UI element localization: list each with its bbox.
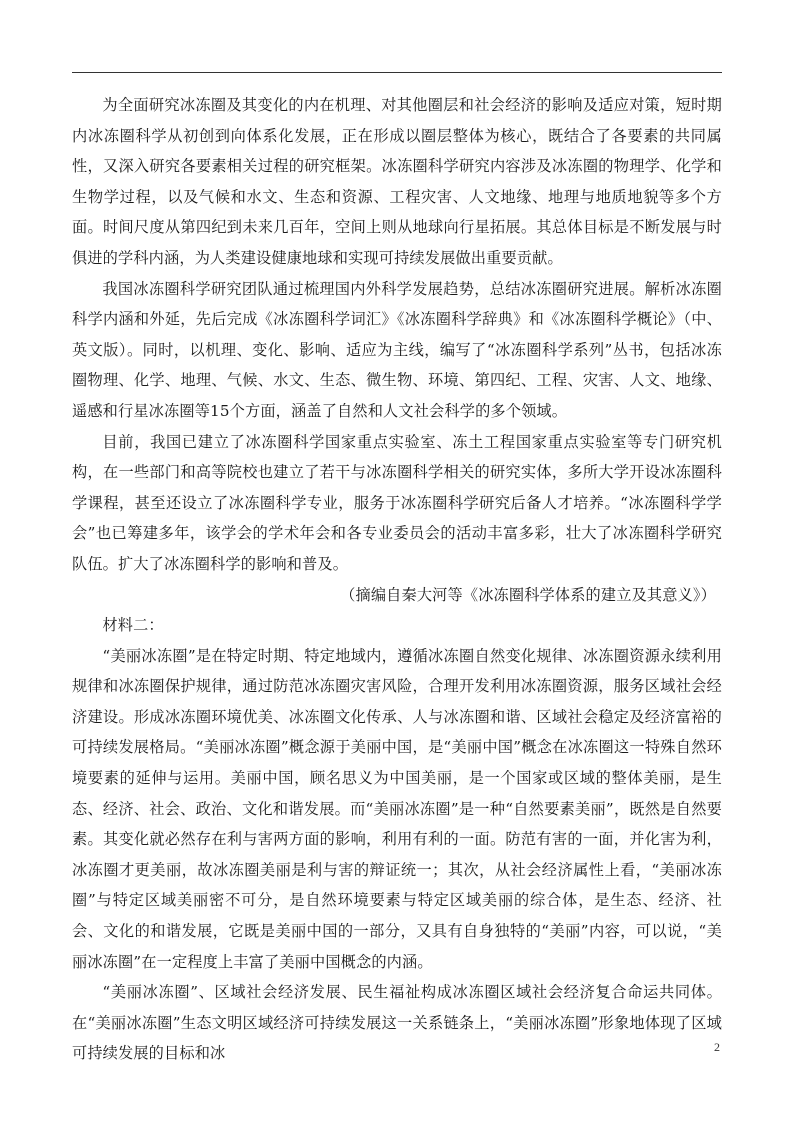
material-label: 材料二： (102, 616, 164, 635)
document-body (72, 90, 722, 1069)
paragraph-beautiful-cryosphere: “美丽冰冻圈”是在特定时期、特定地域内，遵循冰冻圈自然变化规律、冰冻圈资源永续利用规律和冰冻圈保护规律，通过防范冰冻圈灾害风险，合理开发利用冰冻圈资源，服务区域社会经济建设。形成冰冻圈环境优美、冰冻圈文化传承、人与冰冻圈和谐、区域社会稳定及经济富裕的可持续发展格局。“美丽冰冻圈”概念源于美丽中国，是“美丽中国”概念在冰冻圈这一特殊自然环境要素的延伸与运用。美丽中国，顾名思义为中国美丽，是一个国家或区域的整体美丽，是生态、经济、社会、政治、文化和谐发展。而“美丽冰冻圈”是一种“自然要素美丽”，既然是自然要素。其变化就必然存在利与害两方面的影响，利用有利的一面。防范有害的一面，并化害为利，冰冻圈才更美丽，故冰冻圈美丽是利与害的辩证统一；其次，从社会经济属性上看，“美丽冰冻圈”与特定区域美丽密不可分，是自然环境要素与特定区域美丽的综合体，是生态、经济、社会、文化的和谐发展，它既是美丽中国的一部分，又具有自身独特的“美丽”内容，可以说，“美丽冰冻圈”在一定程度上丰富了美丽中国概念的内涵。 (72, 646, 722, 971)
header-rule (72, 72, 722, 73)
paragraph-community: “美丽冰冻圈”、区域社会经济发展、民生福祉构成冰冻圈区域社会经济复合命运共同体。在“美丽冰冻圈”生态文明区域经济可持续发展这一关系链条上，“美丽冰冻圈”形象地体现了区域可持续发展的目标和冰 (72, 983, 722, 1063)
source-citation: （摘编自秦大河等《冰冻圈科学体系的建立及其意义》） (340, 585, 716, 604)
paragraph-research-team: 我国冰冻圈科学研究团队通过梳理国内外科学发展趋势，总结冰冻圈研究进展。解析冰冻圈科学内涵和外延，先后完成《冰冻圈科学词汇》《冰冻圈科学辞典》和《冰冻圈科学概论》（中、英文版）。同时，以机理、变化、影响、适应为主线，编写了“冰冻圈科学系列”丛书，包括冰冻圈物理、化学、地理、气候、水文、生态、微生物、环境、第四纪、工程、灾害、人文、地缘、遥感和行星冰冻圈等15个方面，涵盖了自然和人文社会科学的多个领域。 (72, 279, 722, 420)
paragraph-institutions: 目前，我国已建立了冰冻圈科学国家重点实验室、冻土工程国家重点实验室等专门研究机构，在一些部门和高等院校也建立了若干与冰冻圈科学相关的研究实体，多所大学开设冰冻圈科学课程，甚至还设立了冰冻圈科学专业，服务于冰冻圈科学研究后备人才培养。“冰冻圈科学学会”也已筹建多年，该学会的学术年会和各专业委员会的活动丰富多彩，壮大了冰冻圈科学研究队伍。扩大了冰冻圈科学的影响和普及。 (72, 432, 722, 573)
paragraph-research-framework: 为全面研究冰冻圈及其变化的内在机理、对其他圈层和社会经济的影响及适应对策，短时期内冰冻圈科学从初创到向体系化发展，正在形成以圈层整体为核心，既结合了各要素的共同属性，又深入研究各要素相关过程的研究框架。冰冻圈科学研究内容涉及冰冻圈的物理学、化学和生物学过程，以及气候和水文、生态和资源、工程灾害、人文地缘、地理与地质地貌等多个方面。时间尺度从第四纪到未来几百年，空间上则从地球向行星拓展。其总体目标是不断发展与时俱进的学科内涵，为人类建设健康地球和实现可持续发展做出重要贡献。 (72, 96, 722, 267)
page-number: 2 (714, 1040, 720, 1054)
